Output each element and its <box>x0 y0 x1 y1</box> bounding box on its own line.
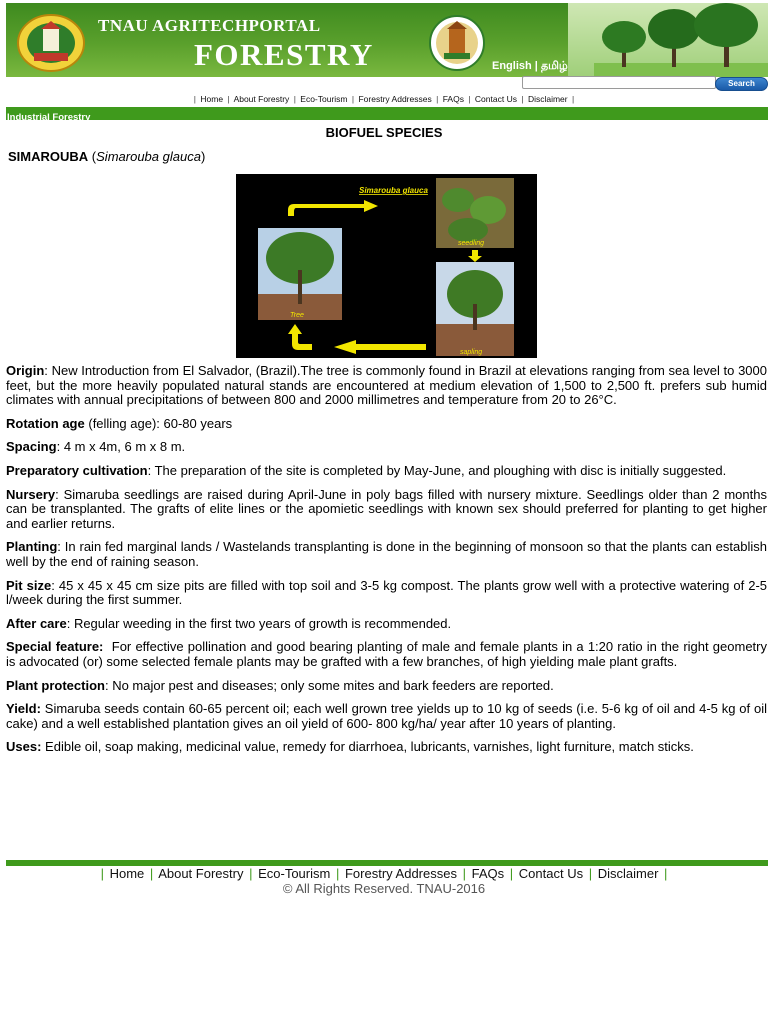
section-bar <box>6 107 768 123</box>
species-details <box>6 364 767 764</box>
species-paren-close: ) <box>200 149 206 164</box>
language-switcher <box>492 60 568 74</box>
nav-home[interactable]: Home <box>200 94 224 104</box>
detail-nursery: Nursery: Simaruba seedlings are raised during April-June in poly bags filled with nursery mixture. Seedlings older than 2 months can be transplanted. The grafts of elite lines or the apomietic seedlings with known sex should preferred for planting to get higher and earlier returns. <box>6 486 767 531</box>
footer-eco-tourism[interactable]: Eco-Tourism <box>258 866 331 881</box>
trees-banner-icon <box>594 3 768 77</box>
footer-faqs[interactable]: FAQs <box>471 866 505 881</box>
footer-about-forestry[interactable]: About Forestry <box>158 866 244 881</box>
detail-pit-size: Pit size: 45 x 45 x 45 cm size pits are filled with top soil and 3-5 kg compost. The plants grow well with a protective watering of 2-5 l/week during the first summer. <box>6 577 768 608</box>
copyright: © All Rights Reserved. TNAU-2016 <box>282 881 486 896</box>
species-paren-open: ( <box>91 149 97 164</box>
footer-contact-us[interactable]: Contact Us <box>518 866 584 881</box>
label-seedling: seedling <box>458 240 485 247</box>
species-scientific-name: Simarouba glauca <box>96 149 201 164</box>
search-input[interactable] <box>522 76 716 89</box>
lang-tamil-link[interactable]: தமிழ் <box>540 60 568 72</box>
detail-preparatory-cultivation: Preparatory cultivation: The preparation of the site is completed by May-June, and ploughing with disc is initially suggested. <box>6 462 727 478</box>
detail-special-feature: Special feature: For effective pollination and good bearing planting of male and female plants in a 1:20 ratio in the right geometry is advocated (or) some selected female plants may be grafted with a few branches, of high yielding male plant grafts. <box>6 639 767 669</box>
footer-home[interactable]: Home <box>109 866 145 881</box>
footer-navigation: | Home | About Forestry | Eco-Tourism | Forestry Addresses | FAQs | Contact Us | Disclaimer | <box>100 866 668 881</box>
nav-eco-tourism[interactable]: Eco-Tourism <box>300 94 348 104</box>
lang-english-link[interactable]: English <box>492 60 532 72</box>
brand-title: FORESTRY <box>194 37 374 72</box>
nav-faqs[interactable]: FAQs <box>442 94 464 104</box>
lang-separator: | <box>534 60 538 72</box>
figure-title: Simarouba glauca <box>359 186 428 195</box>
detail-spacing: Spacing: 4 m x 4m, 6 m x 8 m. <box>6 439 186 455</box>
label-sapling: sapling <box>460 349 483 356</box>
footer-disclaimer[interactable]: Disclaimer <box>597 866 659 881</box>
tn-emblem-icon <box>424 15 490 71</box>
detail-yield: Yield: Simaruba seeds contain 60-65 percent oil; each well grown tree yields up to 10 kg of seeds (i.e. 5-6 kg of oil and 4-5 kg of oil cake) and a well established plantation gives an oil yield of 600- 800 kg/ha/ year after 10 years of planting. <box>6 701 767 731</box>
site-header <box>6 3 768 77</box>
top-navigation: | Home | About Forestry | Eco-Tourism | Forestry Addresses | FAQs | Contact Us | Disclaimer | <box>193 94 575 104</box>
detail-origin: Origin: New Introduction from El Salvador, (Brazil).The tree is commonly found in Brazil at elevations ranging from sea level to 3000 feet, but the more heavily populated natural stands are encountered at medium elevation of 1,500 to 2,500 ft. prefers sub humid climates with annual precipitations of between 800 and 2000 millimetres and temperature from 20 to 26°C. <box>6 363 767 408</box>
page-title: BIOFUEL SPECIES <box>325 125 443 140</box>
nav-disclaimer[interactable]: Disclaimer <box>527 94 568 104</box>
label-tree: Tree <box>290 312 304 319</box>
detail-uses: Uses: Edible oil, soap making, medicinal value, remedy for diarrhoea, lubricants, varnishes, light furniture, match sticks. <box>6 739 694 755</box>
detail-plant-protection: Plant protection: No major pest and diseases; only some mites and bark feeders are reported. <box>6 677 554 693</box>
nav-about-forestry[interactable]: About Forestry <box>233 94 290 104</box>
detail-rotation-age: Rotation age (felling age): 60-80 years <box>6 415 233 431</box>
species-title <box>8 149 205 164</box>
nav-forestry-addresses[interactable]: Forestry Addresses <box>358 94 432 104</box>
portal-title: TNAU AGRITECHPORTAL <box>98 16 321 35</box>
tnau-logo-icon[interactable] <box>16 13 86 73</box>
nav-contact-us[interactable]: Contact Us <box>474 94 517 104</box>
detail-after-care: After care: Regular weeding in the first two years of growth is recommended. <box>6 615 452 631</box>
section-bar-label[interactable]: Industrial Forestry <box>7 112 91 123</box>
footer-forestry-addresses[interactable]: Forestry Addresses <box>344 866 457 881</box>
search-button[interactable]: Search <box>715 77 768 91</box>
growth-cycle-figure <box>236 174 537 358</box>
detail-planting: Planting: In rain fed marginal lands / Wastelands transplanting is done in the beginning of monsoon so that the plants can establish well by the end of raining season. <box>6 539 767 569</box>
species-common-name: SIMAROUBA <box>8 149 89 164</box>
